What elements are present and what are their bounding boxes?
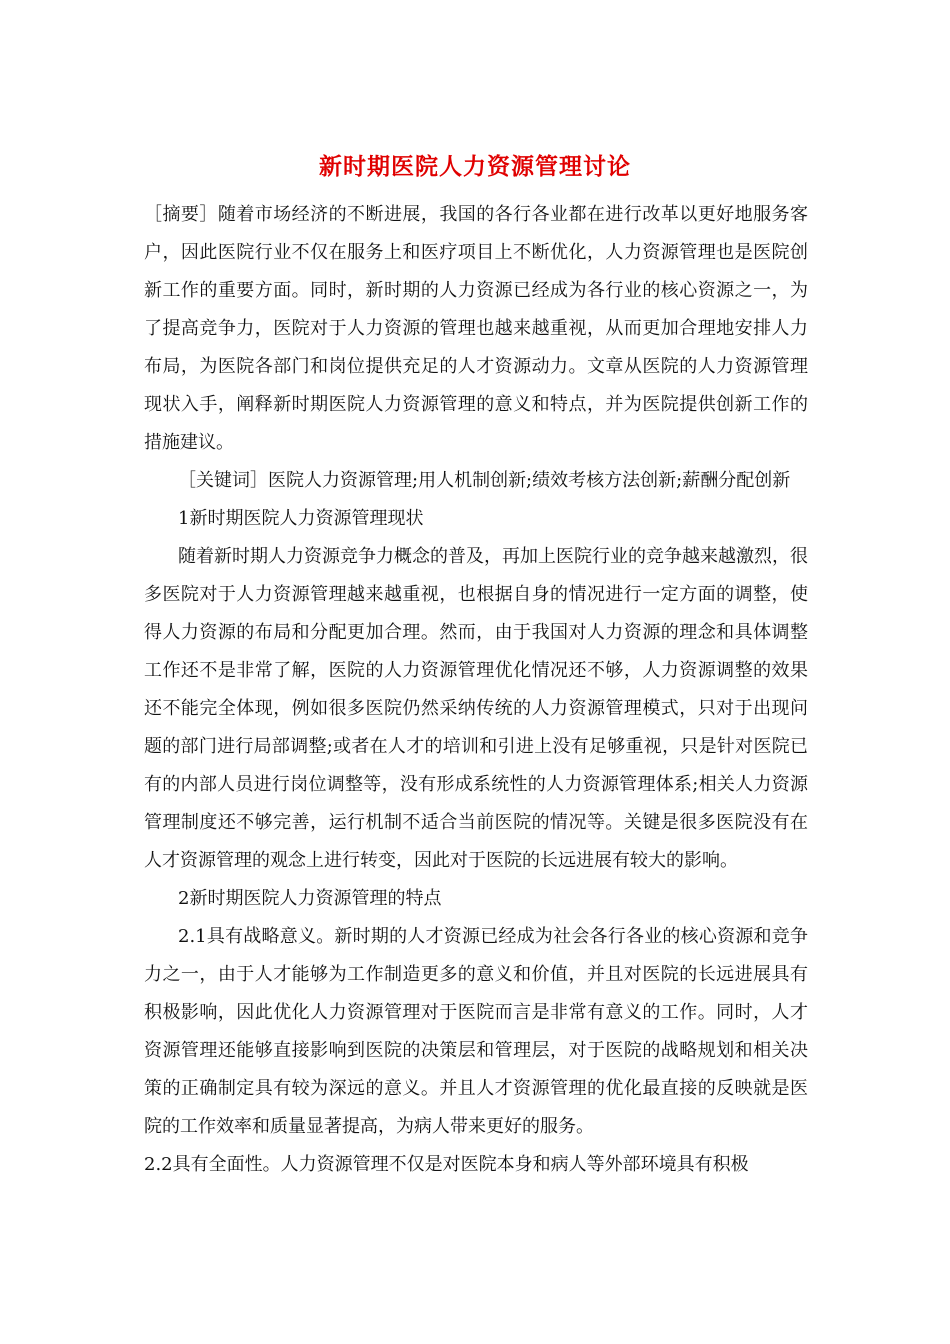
keywords-paragraph: ［关键词］医院人力资源管理;用人机制创新;绩效考核方法创新;薪酬分配创新 [178,470,791,491]
section-heading: 2新时期医院人力资源管理的特点 [178,888,442,909]
abstract-paragraph: ［摘要］随着市场经济的不断进展，我国的各行各业都在进行改革以更好地服务客户，因此医院行业不仅在服务上和医疗项目上不断优化，人力资源管理也是医院创新工作的重要方面。同时，新时期的人力资源已经成为各行业的核心资源之一，为了提高竞争力，医院对于人力资源的管理也越来越重视，从而更加合理地安排人力布局，为医院各部门和岗位提供充足的人才资源动力。文章从医院的人力资源管理现状入手，阐释新时期医院人力资源管理的意义和特点，并为医院提供创新工作的措施建议。 [144,204,808,453]
section-heading: 1新时期医院人力资源管理现状 [178,508,424,529]
body-paragraph: 2.2具有全面性。人力资源管理不仅是对医院本身和病人等外部环境具有积极 [144,1154,749,1175]
body-paragraph: 随着新时期人力资源竞争力概念的普及，再加上医院行业的竞争越来越激烈，很多医院对于人力资源管理越来越重视，也根据自身的情况进行一定方面的调整，使得人力资源的布局和分配更加合理。然而，由于我国对人力资源的理念和具体调整工作还不是非常了解，医院的人力资源管理优化情况还不够，人力资源调整的效果还不能完全体现，例如很多医院仍然采纳传统的人力资源管理模式，只对于出现问题的部门进行局部调整;或者在人才的培训和引进上没有足够重视，只是针对医院已有的内部人员进行岗位调整等，没有形成系统性的人力资源管理体系;相关人力资源管理制度还不够完善，运行机制不适合当前医院的情况等。关键是很多医院没有在人才资源管理的观念上进行转变，因此对于医院的长远进展有较大的影响。 [144,546,808,871]
document-body [144,196,808,1184]
document-title: 新时期医院人力资源管理讨论 [319,153,631,180]
body-paragraph: 2.1具有战略意义。新时期的人才资源已经成为社会各行各业的核心资源和竞争力之一，由于人才能够为工作制造更多的意义和价值，并且对医院的长远进展具有积极影响，因此优化人力资源管理对于医院而言是非常有意义的工作。同时，人才资源管理还能够直接影响到医院的决策层和管理层，对于医院的战略规划和相关决策的正确制定具有较为深远的意义。并且人才资源管理的优化最直接的反映就是医院的工作效率和质量显著提高，为病人带来更好的服务。 [144,926,808,1137]
